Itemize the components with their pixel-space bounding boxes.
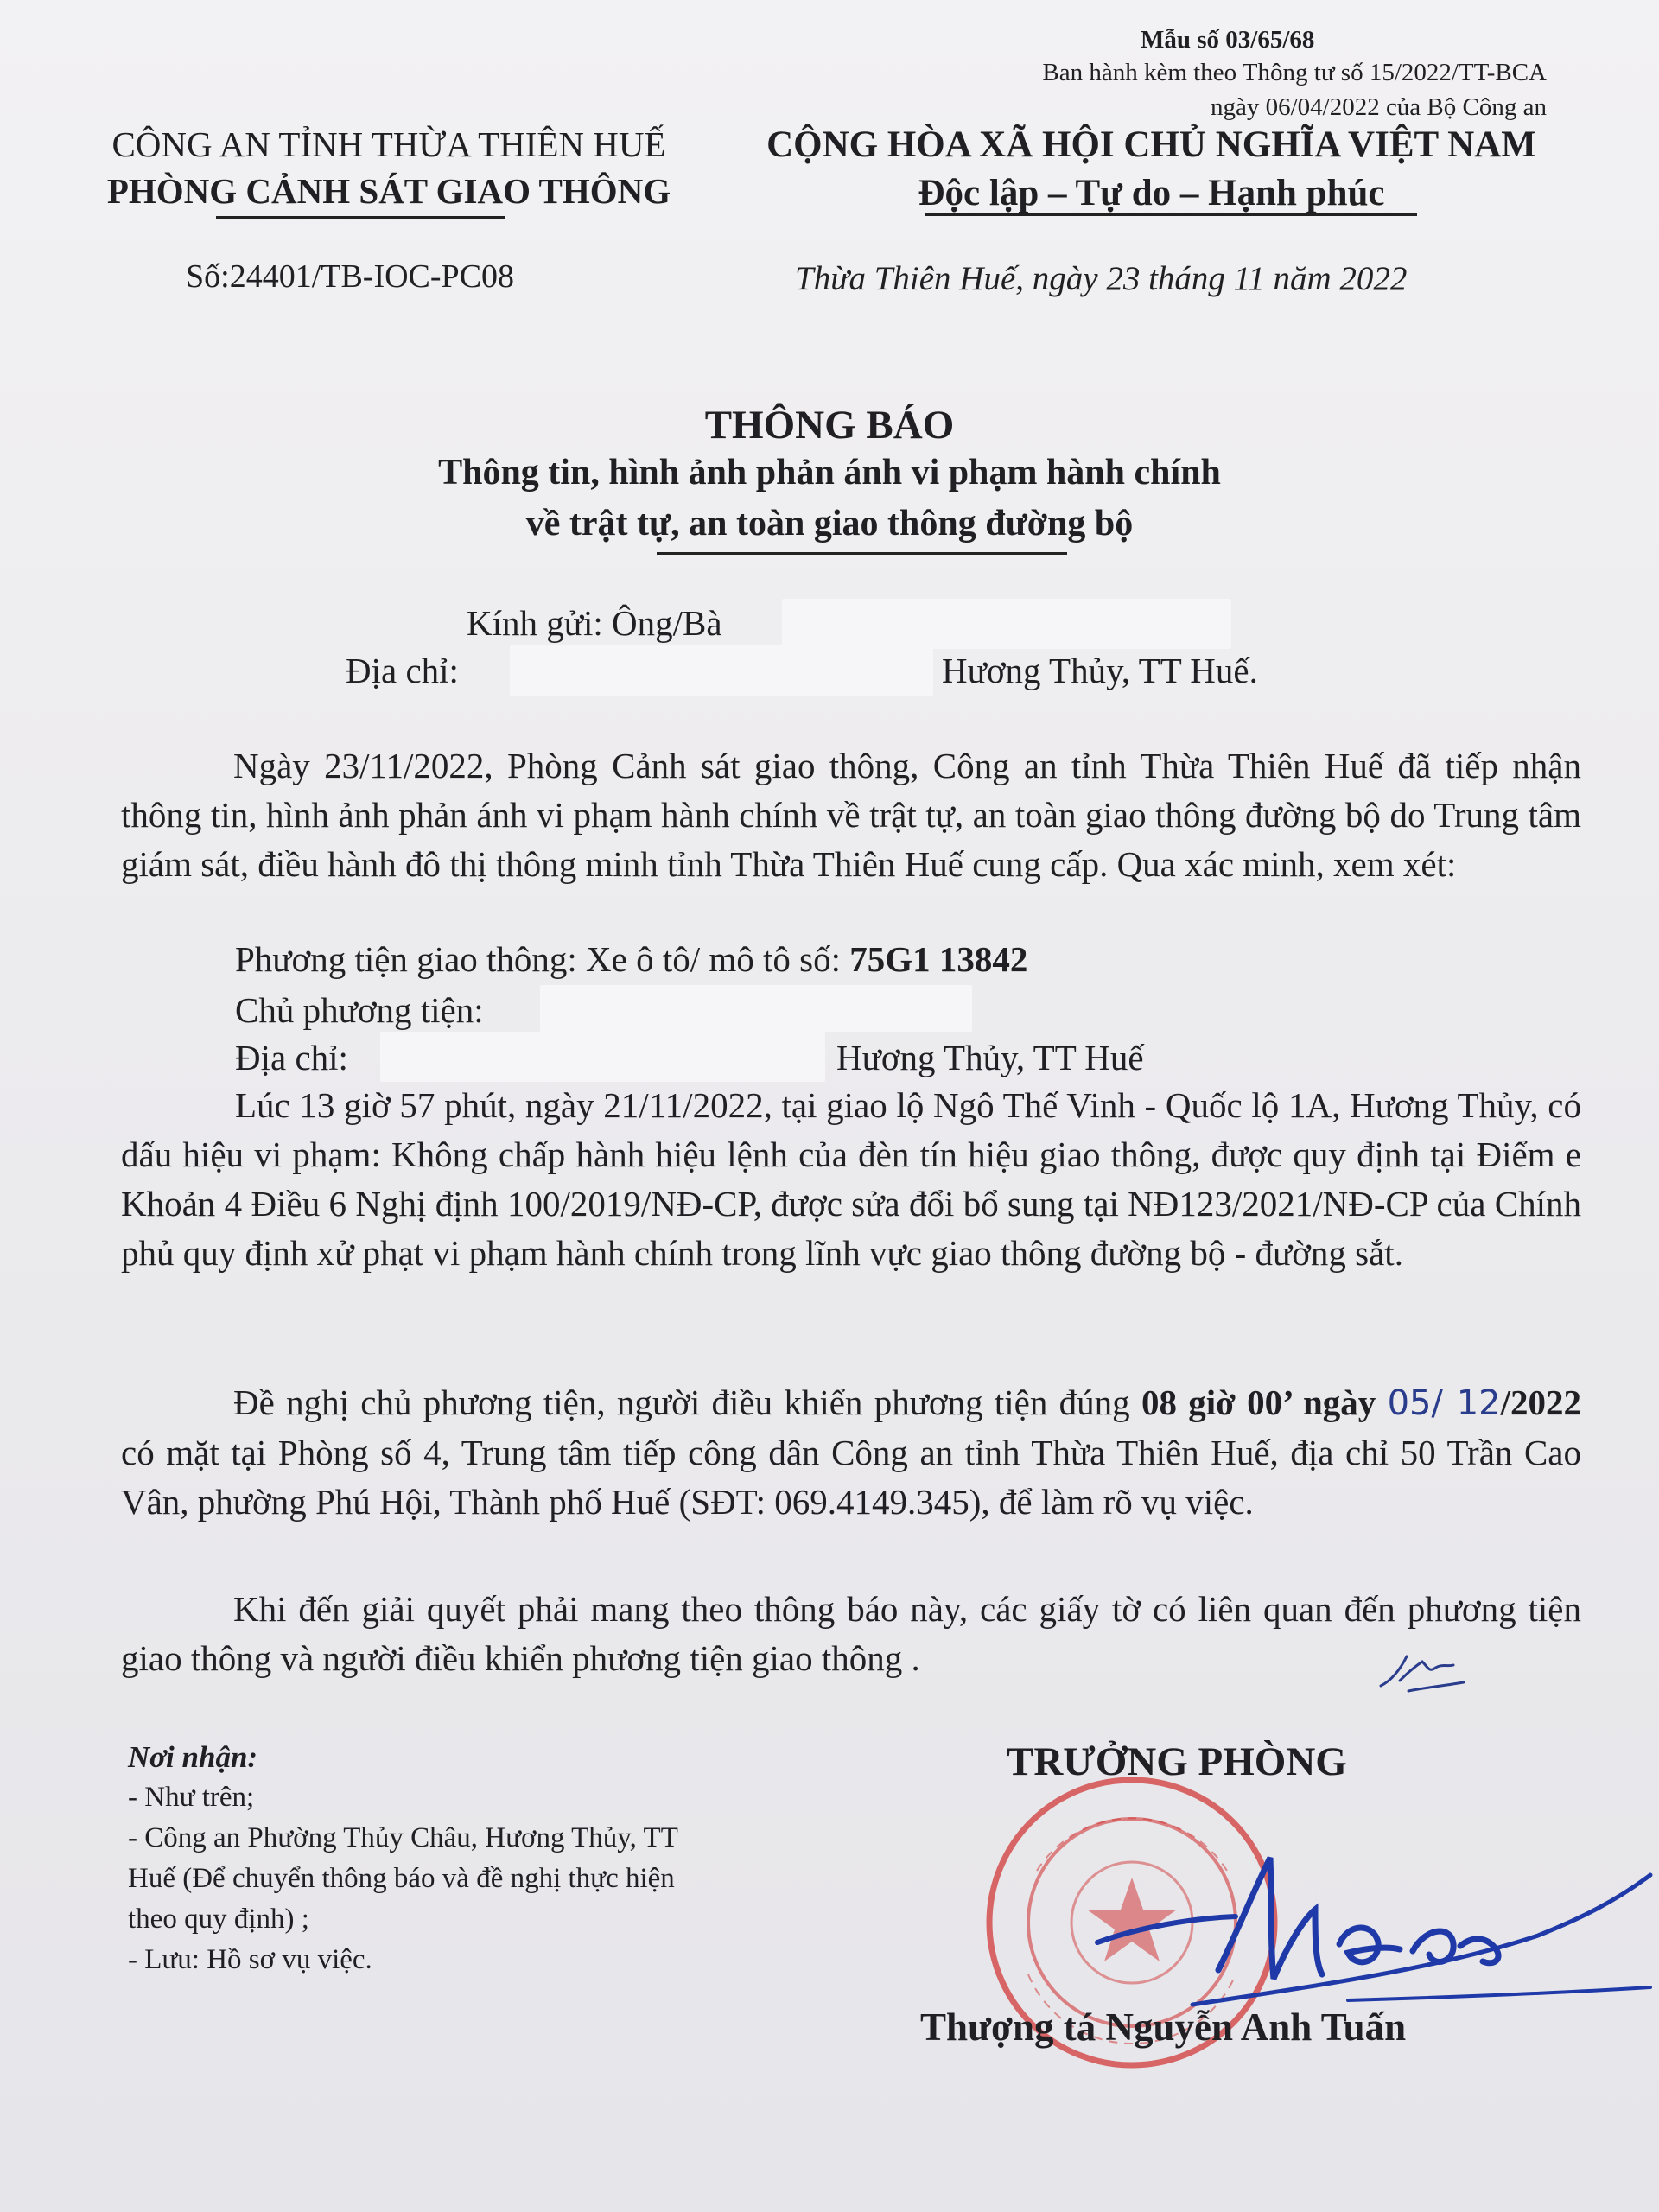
agency-header <box>73 121 704 214</box>
body-paragraph-1 <box>121 741 1581 889</box>
signer-name: Thượng tá Nguyễn Anh Tuấn <box>920 2005 1407 2049</box>
agency-line1: CÔNG AN TỈNH THỪA THIÊN HUẾ <box>111 124 666 164</box>
initial-mark <box>1374 1646 1478 1698</box>
national-header <box>734 121 1568 218</box>
owner-address-label: Địa chỉ: <box>235 1038 348 1077</box>
appointment-year: /2022 <box>1500 1382 1581 1422</box>
recipient-label: Kính gửi: Ông/Bà <box>467 603 722 643</box>
form-number: Mẫu số 03/65/68 <box>1141 26 1315 54</box>
owner-address-redaction <box>380 1032 825 1082</box>
paragraph-text: Khi đến giải quyết phải mang theo thông báo này, các giấy tờ có liên quan đến phương tiện giao thông và người điều khiển phương tiện giao thông . <box>121 1589 1581 1678</box>
vehicle-label: Phương tiện giao thông: Xe ô tô/ mô tô số: <box>235 939 850 979</box>
paragraph-3-rest: có mặt tại Phòng số 4, Trung tâm tiếp công dân Công an tỉnh Thừa Thiên Huế, địa chỉ 50 Trần Cao Vân, phường Phú Hội, Thành phố Huế (SĐT: 069.4149.345), để làm rõ vụ việc. <box>121 1433 1581 1522</box>
document-number: Số:24401/TB-IOC-PC08 <box>186 258 515 295</box>
appointment-time: 08 giờ 00’ ngày <box>1141 1382 1388 1422</box>
paragraph-3-lead: Đề nghị chủ phương tiện, người điều khiển phương tiện đúng <box>233 1382 1141 1422</box>
paragraph-text: Lúc 13 giờ 57 phút, ngày 21/11/2022, tại giao lộ Ngô Thế Vinh - Quốc lộ 1A, Hương Thủy, có dấu hiệu vi phạm: Không chấp hành hiệu lệnh của đèn tín hiệu giao thông, được quy định tại Điểm e Khoản 4 Điều 6 Nghị định 100/2019/NĐ-CP, được sửa đổi bổ sung tại NĐ123/2021/NĐ-CP của Chính phủ quy định xử phạt vi phạm hành chính trong lĩnh vực giao thông đường bộ - đường sắt. <box>121 1085 1581 1273</box>
body-paragraph-2 <box>121 1081 1581 1278</box>
date-separator: / <box>1431 1383 1457 1423</box>
nation-motto: Độc lập – Tự do – Hạnh phúc <box>918 173 1385 213</box>
receivers-title: Nơi nhận: <box>128 1740 258 1774</box>
recipient-name-redaction <box>782 599 1231 649</box>
motto-underline <box>925 213 1417 216</box>
receiver-item: theo quy định) ; <box>128 1904 309 1935</box>
recipient-address-tail: Hương Thủy, TT Huế. <box>942 651 1258 690</box>
owner-label: Chủ phương tiện: <box>235 990 484 1030</box>
receiver-item: - Như trên; <box>128 1782 255 1813</box>
handwritten-month: 12 <box>1456 1383 1501 1423</box>
body-paragraph-4 <box>121 1585 1581 1683</box>
recipient-address-redaction <box>510 645 933 696</box>
handwritten-day: 05 <box>1387 1383 1432 1423</box>
vehicle-plate: 75G1 13842 <box>849 939 1028 979</box>
receiver-item: - Công an Phường Thủy Châu, Hương Thủy, TT <box>128 1822 678 1853</box>
document-subtitle-2: về trật tự, an toàn giao thông đường bộ <box>525 504 1134 543</box>
form-issuance-note <box>1042 55 1547 124</box>
agency-line2: PHÒNG CẢNH SÁT GIAO THÔNG <box>106 171 671 211</box>
owner-address-tail: Hương Thủy, TT Huế <box>836 1038 1144 1077</box>
agency-underline <box>216 216 505 219</box>
paragraph-text: Ngày 23/11/2022, Phòng Cảnh sát giao thông, Công an tỉnh Thừa Thiên Huế đã tiếp nhận thông tin, hình ảnh phản ánh vi phạm hành chính về trật tự, an toàn giao thông đường bộ do Trung tâm giám sát, điều hành đô thị thông minh tỉnh Thừa Thiên Huế cung cấp. Qua xác minh, xem xét: <box>121 746 1581 884</box>
form-issued-line1: Ban hành kèm theo Thông tư số 15/2022/TT-BCA <box>1042 59 1547 86</box>
recipient-address-label: Địa chỉ: <box>346 651 459 690</box>
document-subtitle-1: Thông tin, hình ảnh phản ánh vi phạm hành chính <box>438 453 1221 493</box>
receiver-item: Huế (Để chuyển thông báo và đề nghị thực hiện <box>128 1863 675 1894</box>
receiver-item: - Lưu: Hồ sơ vụ việc. <box>128 1944 372 1975</box>
place-date: Thừa Thiên Huế, ngày 23 tháng 11 năm 2022 <box>795 260 1408 297</box>
document-title: THÔNG BÁO <box>704 403 955 448</box>
paragraph-text <box>121 1378 1581 1527</box>
owner-name-redaction <box>540 985 972 1032</box>
vehicle-line <box>235 938 1027 980</box>
nation-line1: CỘNG HÒA XÃ HỘI CHỦ NGHĨA VIỆT NAM <box>766 124 1536 165</box>
body-paragraph-3 <box>121 1378 1581 1527</box>
receivers-block <box>128 1737 678 1980</box>
form-issued-line2: ngày 06/04/2022 của Bộ Công an <box>1210 93 1547 121</box>
title-underline <box>657 552 1067 555</box>
signature-title: TRƯỞNG PHÒNG <box>1007 1739 1347 1784</box>
